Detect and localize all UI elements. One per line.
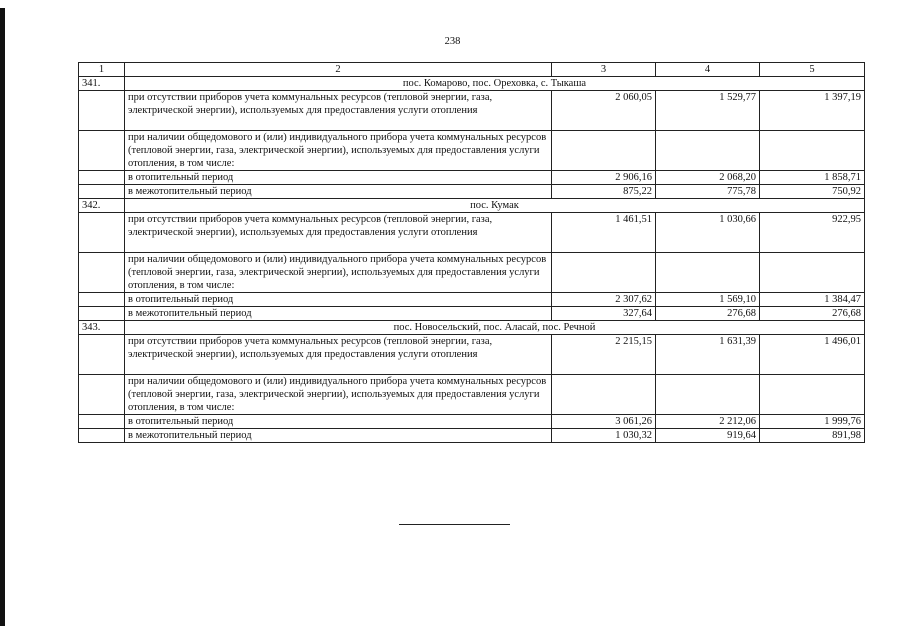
table-row [79,293,865,307]
value-col-4: 2 212,06 [656,415,760,429]
value-col-5: 1 999,76 [760,415,865,429]
empty-number-cell [79,213,125,253]
empty-number-cell [79,415,125,429]
value-col-5: 1 397,19 [760,91,865,131]
value-col-5 [760,253,865,293]
empty-number-cell [79,429,125,443]
value-col-3: 3 061,26 [552,415,656,429]
table-row [79,307,865,321]
table-row [79,415,865,429]
table-row [79,335,865,375]
row-label: в межотопительный период [125,185,552,199]
value-col-4: 276,68 [656,307,760,321]
row-label: в отопительный период [125,171,552,185]
empty-number-cell [79,335,125,375]
value-col-5: 750,92 [760,185,865,199]
section-header-row [79,321,865,335]
empty-number-cell [79,293,125,307]
row-label: при отсутствии приборов учета коммунальных ресурсов (тепловой энергии, газа, электрической энергии), используемых для предоставления услуги отопления [125,213,552,253]
row-label: при отсутствии приборов учета коммунальных ресурсов (тепловой энергии, газа, электрической энергии), используемых для предоставления услуги отопления [125,91,552,131]
row-label: в отопительный период [125,293,552,307]
value-col-4: 775,78 [656,185,760,199]
value-col-5: 1 496,01 [760,335,865,375]
table-row [79,171,865,185]
table-row [79,213,865,253]
value-col-3: 2 060,05 [552,91,656,131]
tariff-table [78,62,865,443]
value-col-5: 891,98 [760,429,865,443]
value-col-5: 922,95 [760,213,865,253]
scan-edge-bar [0,8,5,626]
value-col-4 [656,253,760,293]
section-number: 342. [79,199,125,213]
column-header: 4 [656,63,760,77]
row-label: при наличии общедомового и (или) индивидуального прибора учета коммунальных ресурсов (тепловой энергии, газа, электрической энергии), используемых для предоставления услуги отопления, в том числе: [125,131,552,171]
empty-number-cell [79,307,125,321]
value-col-4 [656,375,760,415]
value-col-3: 875,22 [552,185,656,199]
section-header-row [79,199,865,213]
empty-number-cell [79,91,125,131]
value-col-3 [552,253,656,293]
value-col-3: 1 030,32 [552,429,656,443]
column-header-row [79,63,865,77]
value-col-5: 276,68 [760,307,865,321]
table-row [79,91,865,131]
value-col-4: 919,64 [656,429,760,443]
table-row [79,185,865,199]
value-col-3 [552,375,656,415]
value-col-3 [552,131,656,171]
column-header: 1 [79,63,125,77]
value-col-5: 1 858,71 [760,171,865,185]
column-header: 2 [125,63,552,77]
value-col-4: 2 068,20 [656,171,760,185]
empty-number-cell [79,171,125,185]
row-label: при отсутствии приборов учета коммунальных ресурсов (тепловой энергии, газа, электрической энергии), используемых для предоставления услуги отопления [125,335,552,375]
page-number: 238 [444,36,461,47]
row-label: при наличии общедомового и (или) индивидуального прибора учета коммунальных ресурсов (тепловой энергии, газа, электрической энергии), используемых для предоставления услуги отопления, в том числе: [125,253,552,293]
row-label: при наличии общедомового и (или) индивидуального прибора учета коммунальных ресурсов (тепловой энергии, газа, электрической энергии), используемых для предоставления услуги отопления, в том числе: [125,375,552,415]
value-col-3: 2 215,15 [552,335,656,375]
value-col-4: 1 030,66 [656,213,760,253]
table-row [79,131,865,171]
footer-separator-line [399,524,510,525]
locality-name: пос. Новосельский, пос. Аласай, пос. Речной [125,321,865,335]
locality-name: пос. Комарово, пос. Ореховка, с. Тыкаша [125,77,865,91]
section-number: 343. [79,321,125,335]
value-col-3: 2 906,16 [552,171,656,185]
value-col-5: 1 384,47 [760,293,865,307]
empty-number-cell [79,185,125,199]
row-label: в отопительный период [125,415,552,429]
empty-number-cell [79,131,125,171]
table-row [79,375,865,415]
row-label: в межотопительный период [125,429,552,443]
section-header-row [79,77,865,91]
value-col-4: 1 569,10 [656,293,760,307]
column-header: 3 [552,63,656,77]
value-col-3: 1 461,51 [552,213,656,253]
value-col-4: 1 529,77 [656,91,760,131]
value-col-5 [760,131,865,171]
value-col-5 [760,375,865,415]
section-number: 341. [79,77,125,91]
empty-number-cell [79,253,125,293]
column-header: 5 [760,63,865,77]
table-row [79,429,865,443]
row-label: в межотопительный период [125,307,552,321]
value-col-3: 2 307,62 [552,293,656,307]
locality-name: пос. Кумак [125,199,865,213]
tariff-table-body [79,63,865,443]
table-row [79,253,865,293]
value-col-4: 1 631,39 [656,335,760,375]
value-col-3: 327,64 [552,307,656,321]
empty-number-cell [79,375,125,415]
value-col-4 [656,131,760,171]
